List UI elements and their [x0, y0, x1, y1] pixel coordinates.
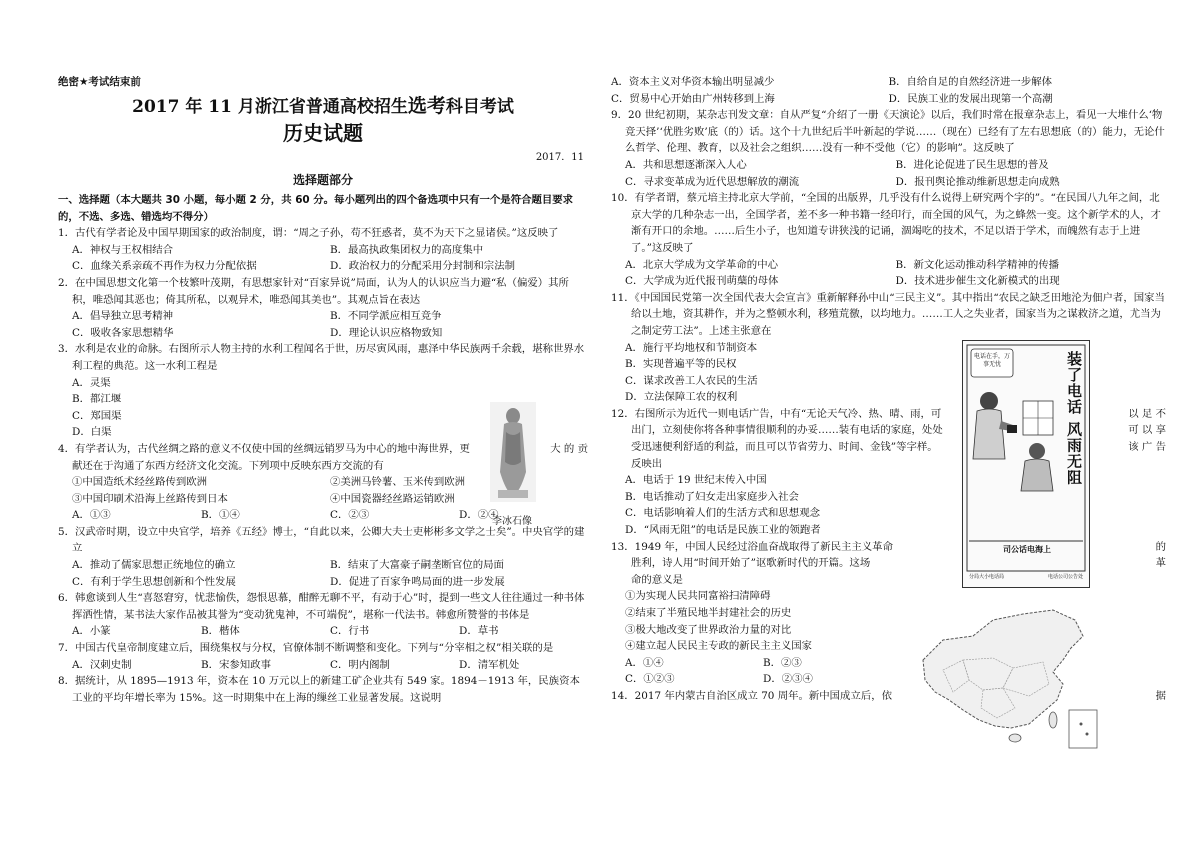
question-number: 11． — [611, 291, 635, 304]
option-c: C．明内阁制 — [330, 658, 390, 671]
question-stem: 20 世纪初期，某杂志刊发文章：自从严复“介绍了一册《天演论》以后，我们时常在报章杂志上，看见一大堆什么‘物竞天择’‘优胜劣败’底（的）话。这个十九世纪后半叶新起的学说……（现在）已经有了左右思想底（的）能力，无论什么哲学、伦理、教育，以及社会之组织……没有一种不受他（它）的影响”。这反映了 — [625, 109, 1165, 155]
option-b: B．都江堰 — [72, 393, 122, 406]
option-a: A．小篆 — [72, 625, 111, 638]
option-d: D．②③④ — [763, 673, 813, 686]
option-c: C．①②③ — [625, 673, 675, 686]
option-b: B．实现普遍平等的民权 — [625, 358, 737, 371]
question-9 — [611, 107, 1166, 157]
question-stem-a: 有学者认为，古代丝绸之路的意义不仅使中国的丝绸远销罗马为中心的地中海世界，更 — [75, 442, 470, 455]
question-stem-c: 胜利，诗人用“时间开始了”讴歌新时代的开篇。这场 — [631, 557, 871, 570]
question-stem-a: 2017 年内蒙古自治区成立 70 周年。新中国成立后，依 — [634, 689, 893, 702]
question-stem-c: 献还在于沟通了东西方经济文化交流。下列项中反映东西方交流的有 — [72, 459, 384, 472]
telephone-advertisement-image — [962, 340, 1090, 588]
question-number: 8． — [58, 675, 76, 688]
question-stem: 韩愈谈到人生“喜怒窘穷，忧悲愉佚，怨恨思慕，酣醉无聊不平，有动于心”时，提到一些文人往往通过一种书体挥洒性情，某书法大家作品被其誉为“变动犹鬼神，不可端倪”，堪称一代法书。韩愈所赞誉的书体是 — [72, 592, 585, 621]
question-6 — [58, 590, 588, 623]
option-b: B．②③ — [763, 656, 802, 669]
ad-company: 司公话电海上 — [1003, 544, 1051, 554]
question-stem-c: 出门，立刻使你将各种事情很顺利的办妥……装有电话的家庭，处处 — [631, 424, 943, 437]
question-stem: 古代有学者论及中国早期国家的政治制度，谓：“周之子孙，苟不狂惑者，莫不为天下之显诸侯。”这反映了 — [75, 227, 559, 240]
question-2 — [58, 275, 588, 308]
question-stem-e: 命的意义是 — [631, 573, 683, 586]
ad-slogan: 装了电话 风雨无阻 — [1065, 351, 1083, 486]
question-11 — [611, 290, 1166, 340]
question-number: 2． — [58, 276, 76, 289]
question-stem-b: 的 — [1155, 540, 1166, 553]
option-d: D．清军机处 — [459, 658, 520, 671]
question-number: 5． — [58, 525, 76, 538]
option-a: A．北京大学成为文学革命的中心 — [625, 258, 778, 271]
item-1: ①中国造纸术经丝路传到欧洲 — [72, 476, 208, 489]
option-d: D．②④ — [459, 509, 499, 522]
option-a: A．①④ — [625, 656, 664, 669]
question-1 — [58, 225, 588, 242]
question-stem-b: 大 的 贡 — [550, 442, 588, 455]
option-b: B．进化论促进了民生思想的普及 — [895, 158, 1049, 171]
question-stem: 在中国思想文化第一个枝繁叶茂期，有思想家针对“百家异说”局面，认为人的认识应当力避“私（偏爱）其所积，唯恐闻其恶也；倚其所私，以观异术，唯恐闻其美也”。其观点旨在表达 — [72, 276, 569, 306]
option-a: A．灵渠 — [72, 376, 111, 389]
section-instructions: 一、选择题（本大题共 30 小题，每小题 2 分，共 60 分。每小题列出的四个备选项中只有一个是符合题目要求的，不选、多选、错选均不得分） — [58, 194, 574, 223]
option-a: A．资本主义对华资本输出明显减少 — [611, 76, 775, 88]
question-stem-a: 1949 年，中国人民经过浴血奋战取得了新民主主义革命 — [634, 540, 893, 553]
question-stem-f: 该 广 告 — [1128, 441, 1166, 454]
option-c: C．②③ — [330, 509, 370, 522]
question-number: 7． — [58, 642, 76, 655]
option-b: B．自给自足的自然经济进一步解体 — [888, 76, 1052, 88]
option-c: C．有利于学生思想创新和个性发展 — [72, 575, 236, 588]
question-stem-b: 据 — [1155, 689, 1166, 702]
part-title: 选择题部分 — [292, 173, 353, 187]
confidential-label: 绝密★考试结束前 — [58, 76, 141, 88]
question-6-options — [58, 623, 588, 640]
exam-date: 2017．11 — [535, 152, 584, 163]
item-4: ④中国瓷器经丝路运销欧洲 — [330, 492, 455, 505]
option-a: A．施行平均地权和节制资本 — [625, 341, 758, 354]
question-stem: 有学者谓，蔡元培主持北京大学前，“全国的出版界，几乎没有什么说得上研究两个字的”。“在民国八九年之间，北京大学的几种杂志一出，全国学者，差不多一种书籍一经印行，而全国的风气，为之蜂然一变。这个新学术的人，才渐有开口的余地。……后生小子，也知道专讲狭浅的记诵，涸竭吃的技术，不足以语于学术，而魄然有志于上进了。”这反映了 — [631, 192, 1161, 254]
question-1-options — [58, 242, 588, 275]
exam-title-part-b: 科目考试 — [445, 97, 514, 117]
item-3: ③中国印刷术沿海上丝路传到日本 — [72, 492, 228, 505]
left-column — [58, 74, 588, 706]
option-d: D．民族工业的发展出现第一个高潮 — [888, 92, 1053, 105]
option-c: C．吸收各家思想精华 — [72, 326, 174, 339]
question-7 — [58, 640, 588, 657]
ad-footer-left: 分局大小电话局 — [969, 574, 1005, 580]
option-d: D．技术进步催生文化新模式的出现 — [895, 275, 1060, 288]
question-stem-e: 受迅速便利舒适的利益，而且可以节省劳力、时间、金钱”等字样。 — [631, 441, 938, 454]
question-number: 3． — [58, 343, 76, 356]
question-5 — [58, 524, 588, 557]
question-8-options — [611, 74, 1166, 107]
option-c: C．郑国渠 — [72, 409, 122, 422]
option-b: B．①④ — [201, 509, 240, 522]
question-number: 14． — [611, 689, 635, 702]
question-3 — [58, 341, 588, 374]
option-a: A．电话于 19 世纪末传入中国 — [625, 474, 767, 487]
question-7-options — [58, 657, 588, 674]
exam-title-part-a: 2017 年 11 月浙江省普通高校招生 — [132, 97, 408, 117]
option-c: C．电话影响着人们的生活方式和思想观念 — [625, 507, 820, 520]
option-c: C．贸易中心开始由广州转移到上海 — [611, 92, 775, 105]
question-stem: 据统计，从 1895—1913 年，资本在 10 万元以上的新建工矿企业共有 549 家。1894－1913 年，民族资本工业的平均年增长率为 15%。这一时期集中在上海的缫丝工业显著发展。这说明 — [72, 675, 580, 704]
exam-title-emphasis: 选考 — [407, 95, 446, 117]
question-stem-d: 可 以 享 — [1128, 424, 1166, 437]
subject-title: 历史试题 — [283, 121, 363, 145]
option-a: A．共和思想逐渐深入人心 — [625, 158, 747, 171]
option-b: B．最高执政集团权力的高度集中 — [330, 243, 484, 256]
option-a: A．汉刺史制 — [72, 658, 132, 671]
option-b: B．宋参知政事 — [201, 658, 271, 671]
exam-title — [58, 94, 588, 120]
option-d: D．理论认识应格物致知 — [330, 326, 443, 339]
option-c: C．寻求变革成为近代思想解放的潮流 — [625, 175, 800, 188]
option-a: A．倡导独立思考精神 — [72, 310, 174, 323]
item-4: ④建立起人民民主专政的新民主主义国家 — [625, 640, 813, 653]
option-d: D．立法保障工农的权利 — [625, 391, 738, 404]
option-a: A．神权与王权相结合 — [72, 243, 174, 256]
option-a: A．①③ — [72, 509, 111, 522]
option-d: D．促进了百家争鸣局面的进一步发展 — [330, 575, 505, 588]
item-2: ②美洲马铃薯、玉米传到欧洲 — [330, 476, 466, 489]
question-number: 12． — [611, 407, 635, 420]
item-1: ①为实现人民共同富裕扫清障碍 — [625, 590, 771, 603]
option-d: D．“风雨无阻”的电话是民族工业的领跑者 — [625, 524, 821, 537]
question-10 — [611, 190, 1166, 256]
option-c: C．谋求改善工人农民的生活 — [625, 374, 758, 387]
item-2: ②结束了半殖民地半封建社会的历史 — [625, 607, 792, 619]
question-10-options — [611, 257, 1166, 290]
question-5-options — [58, 557, 588, 590]
question-2-options — [58, 308, 588, 341]
question-number: 9． — [611, 109, 629, 122]
option-b: B．电话推动了妇女走出家庭步入社会 — [625, 490, 799, 503]
question-stem-d: 革 — [1155, 557, 1166, 570]
question-number: 4． — [58, 442, 76, 455]
option-c: C．血缘关系亲疏不再作为权力分配依据 — [72, 260, 257, 273]
ad-speech-bubble: 电话在手，万事无忧 — [973, 353, 1010, 368]
option-c: C．行书 — [330, 625, 370, 638]
question-stem-g: 反映出 — [631, 457, 663, 470]
question-13-options — [611, 655, 901, 688]
china-map-image — [903, 600, 1103, 753]
option-b: B．结束了大富豪子嗣垄断官位的局面 — [330, 559, 504, 572]
option-d: D．报刊舆论推动维新思想走向成熟 — [895, 175, 1060, 188]
question-stem-b: 以 足 不 — [1128, 407, 1166, 420]
option-d: D．政治权力的分配采用分封制和宗法制 — [330, 260, 515, 273]
option-c: C．大学成为近代报刊萌蘖的母体 — [625, 275, 779, 288]
question-number: 6． — [58, 592, 76, 605]
question-8 — [58, 673, 588, 706]
option-b: B．不同学派应相互竞争 — [330, 310, 442, 323]
ad-footer-right: 电话公司公告处 — [1047, 574, 1083, 580]
option-a: A．推动了儒家思想正统地位的确立 — [72, 559, 236, 572]
question-number: 13． — [611, 540, 635, 553]
option-d: D．白渠 — [72, 426, 112, 439]
question-stem-a: 右图所示为近代一则电话广告，中有“无论天气冷、热、晴、雨，可 — [634, 407, 942, 420]
question-stem: 中国古代皇帝制度建立后，围绕集权与分权，官僚体制不断调整和变化。下列与“分宰相之权”相关联的是 — [75, 642, 554, 655]
question-stem: 《中国国民党第一次全国代表大会宣言》重新解释孙中山“三民主义”。其中指出“农民之缺乏田地沦为佃户者，国家当给以土地，资其耕作，并为之整顿水利，移殖荒徼，以均地力。……工人之失业者，国家当为之谋救济之道，尤当为之制定劳工法”。上述主张意在 — [631, 291, 1165, 337]
item-3: ③极大地改变了世界政治力量的对比 — [625, 623, 792, 636]
question-number: 10． — [611, 192, 635, 205]
question-9-options — [611, 157, 1166, 190]
question-stem: 水利是农业的命脉。右图所示人物主持的水利工程闻名于世，历尽寅风雨，惠泽中华民族两千余载，堪称世界水利工程的典范。这一水利工程是 — [72, 343, 585, 372]
statue-caption: 李冰石像 — [492, 516, 532, 527]
option-b: B．新文化运动推动科学精神的传播 — [895, 258, 1059, 271]
option-d: D．草书 — [459, 625, 499, 638]
option-b: B．楷体 — [201, 625, 240, 638]
question-number: 1． — [58, 227, 76, 240]
li-bing-statue-image — [490, 402, 536, 502]
question-stem: 汉武帝时期，设立中央官学，培养《五经》博士，“自此以来，公卿大夫士吏彬彬多文学之士矣”。中央官学的建立 — [72, 525, 585, 555]
